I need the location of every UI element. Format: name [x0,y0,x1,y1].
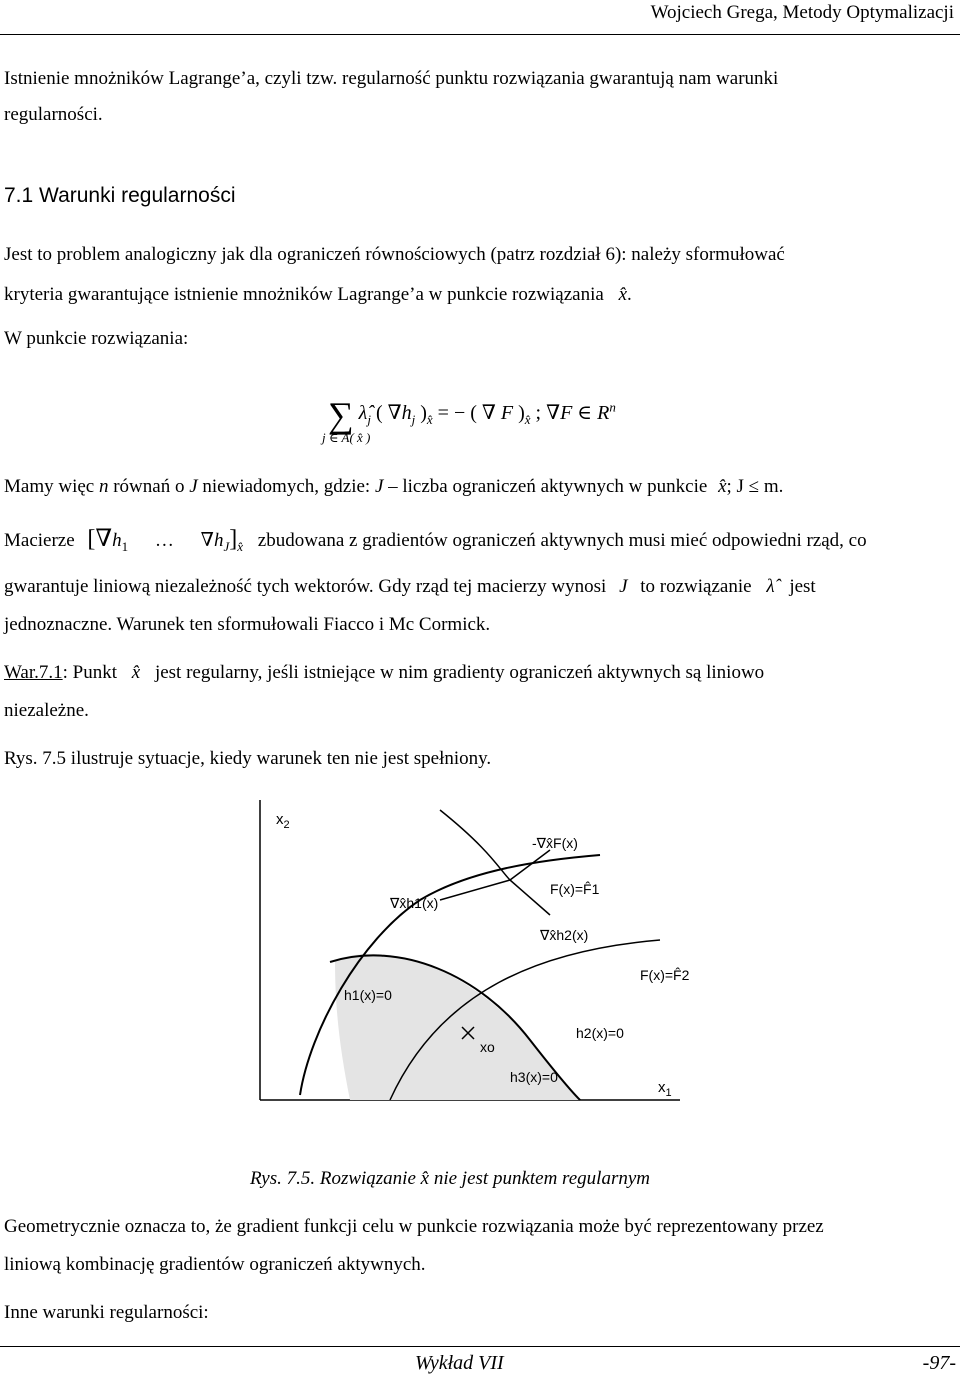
h1-label: h1(x)=0 [344,987,392,1003]
R-symbol: R [597,402,610,424]
sub-xhat: x̂ [426,412,433,427]
element-of: ∈ [577,402,593,424]
h-symbol: h [401,402,412,424]
sup-n: n [609,399,616,415]
para4-line-2 [4,576,816,598]
matrix-subx: x̂ [237,538,244,554]
close-paren: ) [420,402,427,424]
F2-label: F(x)=F̂2 [640,967,690,983]
sub-j-2: j [411,412,416,427]
F-symbol-2: F [560,402,573,424]
matrix-subJ: J [223,538,230,554]
war-a: : Punkt [62,662,117,683]
para7: Inne warunki regularności: [4,1302,209,1323]
matrix-hJ: h [213,530,224,551]
para2: W punkcie rozwiązania: [4,328,189,349]
h3-label: h3(x)=0 [510,1069,558,1085]
gradF-arrow [510,850,550,880]
para3 [4,476,783,498]
footer-lecture: Wykład VII [415,1352,504,1374]
h2-label: h2(x)=0 [576,1025,624,1041]
matrix-nabla: ∇ [200,530,214,551]
para6-line-1: Geometrycznie oznacza to, że gradient funkcji celu w punkcie rozwiązania może być reprezentowany przez [4,1216,824,1237]
sub-j: j [367,412,371,427]
figure-rys-7-5 [240,790,700,1130]
open-nabla: ( ∇ [375,402,402,424]
lagrange-formula [328,386,616,435]
gh2-label: ∇x̂h2(x) [540,927,589,943]
para4-J: J [619,576,628,597]
para4-b: zbudowana z gradientów ograniczeń aktywnych musi mieć odpowiedni rząd, co [257,530,867,551]
war-label: War.7.1 [4,662,63,683]
xhat-symbol: x̂ [618,284,628,305]
gh1-arrow [440,880,510,900]
equals-minus-nabla: = − ( ∇ [437,402,496,424]
para4-lambda: λ̂ [766,576,775,597]
para3-J2: J [374,476,384,497]
para3-a: Mamy więc [4,476,95,497]
matrix-dots: … [154,530,174,551]
para4-line2c: jest [789,576,816,597]
para3-c: niewiadomych, gdzie: [202,476,371,497]
F1-label: F(x)=F̂1 [550,881,600,897]
para3-xhat: x̂ [718,476,727,497]
matrix-sub1: 1 [121,538,129,554]
para3-n: n [98,476,109,497]
caption-b: nie jest punktem regularnym [433,1168,651,1189]
para3-J: J [189,476,198,497]
para4-line-3: jednoznaczne. Warunek ten sformułowali Fiacco i Mc Cormick. [4,614,491,635]
matrix-h1: h [112,530,122,551]
page-header: Wojciech Grega, Metody Optymalizacji [650,2,954,23]
war-b: jest regularny, jeśli istniejące w nim gradienty ograniczeń aktywnych są liniowo [154,662,765,683]
sub-xhat-2: x̂ [524,412,531,427]
para6-line-2: liniową kombinację gradientów ograniczeń aktywnych. [4,1254,426,1275]
caption-x: x̂ [420,1168,430,1189]
close-paren-2: ) [518,402,525,424]
section-title: 7.1 Warunki regularności [4,184,236,207]
gh2-arrow [510,880,550,915]
matrix-close: ] [229,526,238,552]
sum-underscript: j ∈ A( x̂ ) [322,430,371,445]
para3-b: równań o [113,476,185,497]
para1-line-1: Jest to problem analogiczny jak dla ograniczeń równościowych (patrz rozdział 6): należy sformułować [4,244,785,265]
x0-label: xo [480,1039,495,1055]
lambda-hat: λ̂ [358,402,368,424]
war-line-2: niezależne. [4,700,89,721]
war-line-1 [4,662,764,684]
matrix-open: [∇ [87,526,113,552]
para3-e: ; J ≤ m. [726,476,784,497]
war-xhat: x̂ [131,662,141,683]
para4-line-1 [4,524,867,555]
caption-a: Rys. 7.5. Rozwiązanie [250,1168,416,1189]
F-symbol: F [500,402,514,424]
para3-d: – liczba ograniczeń aktywnych w punkcie [388,476,708,497]
intro-line-2: regularności. [4,104,103,125]
semicolon-nabla: ; ∇ [535,402,561,424]
header-rule [0,34,960,35]
intro-line-1: Istnienie mnożników Lagrange’a, czyli tzw. regularność punktu rozwiązania gwarantują nam warunki [4,68,779,89]
para1-period: . [627,284,632,305]
para4-a: Macierze [4,530,75,551]
sum-symbol: ∑ [328,395,354,435]
figure-caption [250,1168,650,1190]
x2-label: $x_2$ [276,811,290,831]
gradF-label: -∇x̂F(x) [532,835,578,851]
para1-line-2-text: kryteria gwarantujące istnienie mnożników Lagrange’a w punkcie rozwiązania [4,284,604,305]
footer-page: -97- [922,1352,956,1374]
para4-line2b: to rozwiązanie [640,576,752,597]
gh1-label: ∇x̂h1(x) [390,895,439,911]
para5: Rys. 7.5 ilustruje sytuacje, kiedy warunek ten nie jest spełniony. [4,748,492,769]
x1-label: $x_1$ [658,1079,672,1099]
footer-rule [0,1346,960,1347]
para4-line2a: gwarantuje liniową niezależność tych wektorów. Gdy rząd tej macierzy wynosi [4,576,607,597]
para1-line-2 [4,284,632,306]
